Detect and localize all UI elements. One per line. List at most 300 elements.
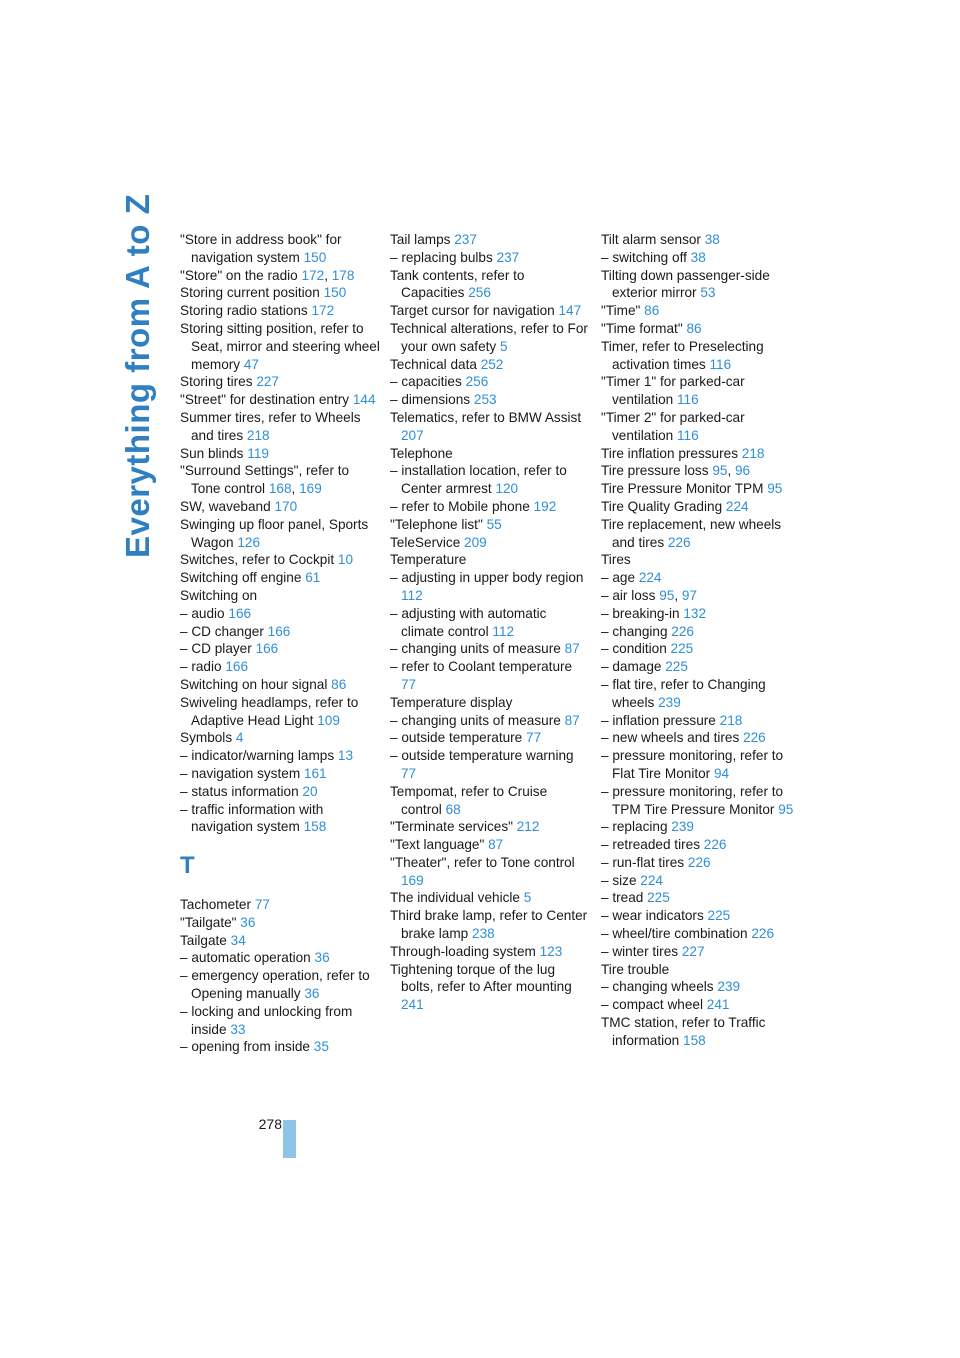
index-entry-text: – indicator/warning lamps — [180, 748, 335, 764]
index-entry-text: – breaking-in — [601, 605, 680, 621]
page-link[interactable]: 132 — [683, 605, 707, 621]
index-entry — [390, 551, 590, 569]
index-entry-text: Tilting down passenger-side exterior mirror — [601, 267, 770, 301]
page-link[interactable]: 237 — [454, 232, 477, 247]
page-link[interactable]: 241 — [401, 997, 424, 1013]
index-entry — [180, 569, 380, 587]
index-entry-text: "Telephone list" — [390, 516, 483, 532]
page-link[interactable]: 224 — [640, 872, 663, 888]
page-link[interactable]: 166 — [225, 659, 249, 675]
index-entry — [180, 896, 380, 914]
index-column-3 — [601, 231, 801, 1050]
page-link[interactable]: 225 — [707, 908, 731, 924]
page-link[interactable]: 5 — [499, 338, 508, 354]
index-entry — [180, 694, 380, 730]
page-link[interactable]: 116 — [677, 392, 699, 408]
index-entry — [601, 516, 801, 552]
page-link[interactable]: 241 — [706, 997, 730, 1013]
page-link[interactable]: 86 — [331, 676, 347, 692]
index-entry-text: Through-loading system — [390, 943, 536, 959]
index-entry — [180, 587, 380, 605]
page-link[interactable]: 68 — [445, 801, 461, 817]
section-title: Everything from A to Z — [119, 193, 156, 558]
page-link[interactable]: 77 — [401, 765, 417, 781]
page-link[interactable]: 38 — [690, 249, 706, 265]
index-entry — [601, 569, 801, 587]
index-entry — [601, 338, 801, 374]
index-entry — [390, 658, 590, 694]
index-entry — [390, 818, 590, 836]
index-entry — [601, 249, 801, 267]
index-entry — [601, 943, 801, 961]
index-entry-text: – pressure monitoring, refer to TPM Tire Pressure Monitor — [601, 783, 784, 817]
index-entry-text: – switching off — [601, 249, 687, 265]
index-entry — [390, 854, 590, 890]
index-entry — [180, 658, 380, 676]
page-link[interactable]: 10 — [337, 552, 354, 568]
index-entry — [601, 818, 801, 836]
index-entry — [390, 836, 590, 854]
page-link[interactable]: 168 — [268, 481, 292, 497]
index-entry-text: – tread — [601, 890, 644, 906]
index-entry — [601, 605, 801, 623]
index-entry — [390, 445, 590, 463]
page-link[interactable]: 169 — [299, 481, 322, 497]
index-entry-text: – navigation system — [180, 765, 301, 781]
index-entry-text: Storing tires — [180, 374, 253, 390]
index-entry — [180, 676, 380, 694]
index-entry-text: – automatic operation — [180, 950, 311, 966]
index-entry-text: – winter tires — [601, 943, 679, 959]
page-link[interactable]: 161 — [303, 765, 327, 781]
index-entry — [390, 712, 590, 730]
index-entry-text: Temperature — [390, 552, 467, 568]
page-link[interactable]: 158 — [683, 1032, 706, 1048]
index-entry-text: – changing wheels — [601, 979, 714, 995]
index-entry — [601, 978, 801, 996]
index-entry-text: "Time format" — [601, 320, 683, 336]
index-entry-text: Technical data — [390, 356, 477, 372]
index-entry-text: Switches, refer to Cockpit — [180, 552, 335, 568]
index-entry — [390, 783, 590, 819]
page-link[interactable]: 209 — [464, 534, 487, 550]
index-entry — [601, 658, 801, 676]
index-entry-text: "Surround Settings", refer to Tone control — [180, 463, 350, 497]
index-entry — [180, 302, 380, 320]
index-entry — [180, 320, 380, 373]
index-entry-text: – compact wheel — [601, 997, 704, 1013]
index-entry-text: Tire pressure loss — [601, 463, 709, 479]
page-link[interactable]: 147 — [558, 303, 582, 319]
page-link[interactable]: 253 — [473, 392, 497, 408]
index-entry — [601, 925, 801, 943]
index-entry-text: – opening from inside — [180, 1039, 310, 1055]
index-entry-text: – wear indicators — [601, 908, 704, 924]
index-entry-text: – replacing bulbs — [390, 249, 493, 265]
page-link[interactable]: 36 — [240, 914, 256, 930]
index-entry-text: Telematics, refer to BMW Assist — [390, 409, 582, 425]
index-entry-text: – refer to Coolant temperature — [390, 659, 573, 675]
index-entry — [180, 1038, 380, 1056]
page-link[interactable]: 225 — [670, 641, 694, 657]
page-link[interactable]: 238 — [472, 926, 495, 942]
index-entry — [390, 231, 590, 249]
page-link[interactable]: 212 — [516, 819, 540, 835]
index-entry-text: "Timer 1" for parked-car ventilation — [601, 374, 745, 408]
page-link[interactable]: 116 — [709, 356, 732, 372]
index-entry — [601, 729, 801, 747]
page-link[interactable]: 96 — [735, 463, 751, 479]
index-entry-text: – damage — [601, 659, 662, 675]
page-bar — [283, 1120, 296, 1158]
index-entry-text: Storing radio stations — [180, 303, 308, 319]
page-link[interactable]: 226 — [703, 837, 727, 853]
index-entry — [601, 373, 801, 409]
index-entry — [601, 712, 801, 730]
page-link[interactable]: 35 — [313, 1039, 329, 1055]
index-entry — [180, 967, 380, 1003]
index-entry-text: "Timer 2" for parked-car ventilation — [601, 409, 745, 443]
index-entry-text: Symbols — [180, 730, 233, 746]
index-entry — [180, 783, 380, 801]
index-entry-text: Switching on — [180, 587, 258, 603]
index-entry-text: "Text language" — [390, 837, 485, 853]
page-link[interactable]: 95 — [778, 801, 794, 817]
index-entry — [601, 480, 801, 498]
page-link[interactable]: 172 — [301, 267, 325, 283]
page-link[interactable]: 178 — [331, 267, 355, 283]
index-entry-text: – retreaded tires — [601, 837, 700, 853]
page-link[interactable]: 166 — [267, 623, 291, 639]
index-entry — [390, 320, 590, 356]
index-entry — [390, 961, 590, 1014]
index-entry — [180, 949, 380, 967]
index-column-1 — [180, 231, 380, 1056]
index-entry-text: – size — [601, 872, 637, 888]
page-link[interactable]: 226 — [671, 623, 694, 639]
index-entry-text: Tire replacement, new wheels and tires — [601, 516, 782, 550]
page-link[interactable]: 218 — [246, 427, 270, 443]
index-entry — [601, 676, 801, 712]
index-entry — [601, 623, 801, 641]
page-link[interactable]: 61 — [305, 570, 321, 586]
index-entry — [601, 783, 801, 819]
index-entry — [390, 409, 590, 445]
index-entry-text: – outside temperature — [390, 730, 523, 746]
index-entry — [601, 640, 801, 658]
page-link[interactable]: 172 — [311, 303, 335, 319]
page-link[interactable]: 109 — [317, 712, 340, 728]
index-entry-text: Target cursor for navigation — [390, 303, 555, 319]
index-entry-text: "Terminate services" — [390, 819, 513, 835]
page-link[interactable]: 95 — [712, 463, 728, 479]
index-entry-text: – changing units of measure — [390, 712, 561, 728]
index-entry-text: Tailgate — [180, 932, 227, 948]
index-entry-text: – new wheels and tires — [601, 730, 740, 746]
index-entry-text: "Theater", refer to Tone control — [390, 854, 575, 870]
index-entry — [180, 409, 380, 445]
page-link[interactable]: 87 — [488, 837, 504, 853]
index-entry-text: Third brake lamp, refer to Center brake lamp — [390, 908, 588, 942]
index-entry-text: "Tailgate" — [180, 914, 237, 930]
page-link[interactable]: 13 — [337, 748, 354, 764]
index-entry-text: Timer, refer to Preselecting activation times — [601, 338, 764, 372]
index-entry: Tire pressure loss 95, 96 — [601, 463, 751, 479]
index-entry — [601, 836, 801, 854]
index-entry-text: Tightening torque of the lug bolts, refer to After mounting — [390, 961, 572, 995]
index-entry — [601, 320, 801, 338]
page-link[interactable]: 237 — [496, 249, 520, 265]
index-entry — [390, 694, 590, 712]
index-entry-text: – age — [601, 570, 636, 586]
index-entry — [180, 914, 380, 932]
index-entry-text: – radio — [180, 659, 222, 675]
page-link[interactable]: 86 — [644, 303, 660, 319]
page-link[interactable]: 119 — [247, 445, 269, 461]
index-entry — [390, 907, 590, 943]
index-entry-text: – outside temperature warning — [390, 748, 574, 764]
page-link[interactable]: 53 — [700, 285, 716, 301]
index-entry — [180, 605, 380, 623]
page-link[interactable]: 95 — [767, 481, 783, 497]
index-entry — [390, 391, 590, 409]
page-link[interactable]: 218 — [741, 445, 765, 461]
index-entry-text: Tire Pressure Monitor TPM — [601, 481, 764, 497]
index-entry-text: – replacing — [601, 819, 668, 835]
page-link[interactable]: 227 — [256, 374, 279, 390]
index-entry-text: – locking and unlocking from inside — [180, 1003, 353, 1037]
page-link[interactable]: 239 — [671, 819, 694, 835]
index-entry-text: – run-flat tires — [601, 854, 685, 870]
index-entry-text: TMC station, refer to Traffic information — [601, 1015, 766, 1048]
index-entry-text: Tilt alarm sensor — [601, 232, 701, 247]
index-entry — [390, 249, 590, 267]
index-entry — [390, 605, 590, 641]
page-link[interactable]: 224 — [638, 570, 662, 586]
index-entry — [390, 534, 590, 552]
page-link[interactable]: 120 — [495, 481, 519, 497]
index-entry-text: Swinging up floor panel, Sports Wagon — [180, 516, 369, 550]
index-entry-text: "Store" on the radio — [180, 267, 298, 283]
page-link[interactable]: 227 — [681, 943, 705, 959]
index-entry — [180, 284, 380, 302]
page-link[interactable]: 47 — [243, 356, 259, 372]
page-link[interactable]: 150 — [303, 249, 327, 265]
page-link[interactable]: 87 — [564, 641, 580, 657]
index-entry-text: – wheel/tire combination — [601, 926, 748, 942]
index-entry — [180, 445, 380, 463]
index-entry-text: – status information — [180, 783, 299, 799]
index-entry-text: – emergency operation, refer to Opening manually — [180, 968, 370, 1002]
index-entry-text: – changing units of measure — [390, 641, 561, 657]
page-link[interactable]: 126 — [237, 534, 261, 550]
page-link[interactable]: 252 — [480, 356, 504, 372]
index-entry — [601, 1014, 801, 1050]
index-entry — [180, 551, 380, 569]
index-entry-text: – CD changer — [180, 623, 264, 639]
index-entry-text: Switching off engine — [180, 570, 302, 586]
index-entry — [180, 801, 380, 837]
page-link[interactable]: 112 — [492, 623, 515, 639]
index-entry — [390, 498, 590, 516]
page-link[interactable]: 150 — [323, 285, 347, 301]
page-link[interactable]: 77 — [254, 897, 270, 913]
index-entry — [601, 889, 801, 907]
index-entry-text: – CD player — [180, 641, 252, 657]
index-entry — [601, 872, 801, 890]
index-entry-text: – air loss — [601, 587, 656, 603]
index-entry-text: – installation location, refer to Center armrest — [390, 463, 567, 497]
index-entry — [390, 889, 590, 907]
index-entry-text: – capacities — [390, 374, 462, 390]
page-link[interactable]: 77 — [401, 676, 417, 692]
index-entry — [180, 373, 380, 391]
index-entry-text: Tire trouble — [601, 961, 670, 977]
index-entry-text: Switching on hour signal — [180, 676, 328, 692]
index-entry-text: – traffic information with navigation system — [180, 801, 324, 835]
index-entry — [180, 391, 380, 409]
index-entry — [180, 765, 380, 783]
page-link[interactable]: 166 — [255, 641, 279, 657]
index-entry-text: – inflation pressure — [601, 712, 716, 728]
page-link[interactable]: 20 — [302, 783, 318, 799]
index-entry-text: Tail lamps — [390, 232, 451, 247]
index-entry — [390, 943, 590, 961]
page-link[interactable]: 5 — [523, 890, 532, 906]
index-entry: – air loss 95, 97 — [601, 587, 697, 603]
page-link[interactable]: 55 — [486, 516, 502, 532]
page-link[interactable]: 224 — [725, 498, 749, 514]
index-entry — [390, 640, 590, 658]
page-link[interactable]: 4 — [235, 730, 244, 746]
index-entry-text: – flat tire, refer to Changing wheels — [601, 676, 766, 710]
page-link[interactable]: 97 — [681, 587, 697, 603]
index-entry — [390, 516, 590, 534]
index-entry-text: Storing current position — [180, 285, 320, 301]
page-link[interactable]: 166 — [228, 605, 252, 621]
page-link[interactable]: 226 — [687, 854, 711, 870]
page-link[interactable]: 207 — [401, 427, 424, 443]
index-entry-text: "Store in address book" for navigation system — [180, 232, 342, 265]
index-entry-text: Tires — [601, 552, 631, 568]
page-link[interactable]: 112 — [401, 587, 423, 603]
index-entry-text: Tachometer — [180, 897, 252, 913]
index-entry-text: Temperature display — [390, 694, 513, 710]
index-entry — [180, 516, 380, 552]
index-entry — [390, 267, 590, 303]
page-link[interactable]: 36 — [304, 986, 320, 1002]
index-entry — [601, 907, 801, 925]
index-entry-text: Telephone — [390, 445, 453, 461]
page-link[interactable]: 38 — [704, 232, 720, 247]
index-entry — [601, 498, 801, 516]
index-entry-text: Storing sitting position, refer to Seat, mirror and steering wheel memory — [180, 320, 380, 372]
page-link[interactable]: 239 — [717, 979, 741, 995]
index-entry — [180, 747, 380, 765]
page-link[interactable]: 95 — [659, 587, 675, 603]
index-entry-text: – adjusting in upper body region — [390, 570, 584, 586]
page-link[interactable]: 192 — [533, 498, 557, 514]
index-entry — [601, 747, 801, 783]
index-entry-text: Tire Quality Grading — [601, 498, 723, 514]
index-entry — [390, 462, 590, 498]
index-entry — [601, 551, 801, 569]
index-entry-text: TeleService — [390, 534, 461, 550]
page-link[interactable]: 158 — [303, 819, 327, 835]
page-link[interactable]: 169 — [401, 872, 424, 888]
index-entry-text: Tempomat, refer to Cruise control — [390, 783, 548, 817]
index-entry-text: – condition — [601, 641, 667, 657]
index-entry — [180, 1003, 380, 1039]
page-link[interactable]: 123 — [539, 943, 563, 959]
page-link[interactable]: 256 — [468, 285, 491, 301]
page-link[interactable]: 94 — [713, 765, 730, 781]
index-entry-text: SW, waveband — [180, 498, 271, 514]
index-entry-text: – pressure monitoring, refer to Flat Tire Monitor — [601, 748, 784, 781]
index-entry-text: – changing — [601, 623, 668, 639]
index-entry — [601, 409, 801, 445]
page-link[interactable]: 170 — [274, 498, 298, 514]
index-entry — [390, 302, 590, 320]
index-entry: "Surround Settings", refer to Tone control 168, 169 — [180, 463, 350, 497]
index-entry — [390, 747, 590, 783]
page-link[interactable]: 256 — [465, 374, 489, 390]
index-entry-text: Sun blinds — [180, 445, 244, 461]
page-link[interactable]: 225 — [665, 659, 688, 675]
index-entry — [601, 961, 801, 979]
index-entry — [180, 640, 380, 658]
index-entry — [601, 996, 801, 1014]
index-entry — [601, 854, 801, 872]
index-entry-text: – audio — [180, 605, 225, 621]
index-entry — [180, 932, 380, 950]
page-link[interactable]: 239 — [658, 694, 681, 710]
index-entry-text: – dimensions — [390, 392, 471, 408]
index-entry — [390, 729, 590, 747]
index-entry-text: Technical alterations, refer to For your own safety — [390, 320, 588, 354]
index-entry-text: Swiveling headlamps, refer to Adaptive Head Light — [180, 694, 359, 728]
index-entry-text: Tank contents, refer to Capacities — [390, 267, 525, 301]
index-entry — [390, 356, 590, 374]
index-entry — [601, 302, 801, 320]
page-link[interactable]: 87 — [564, 712, 580, 728]
page-link[interactable]: 86 — [686, 320, 702, 336]
index-entry — [180, 231, 380, 267]
index-entry-text: Summer tires, refer to Wheels and tires — [180, 409, 361, 443]
page-link[interactable]: 36 — [314, 950, 330, 966]
page-link[interactable]: 226 — [743, 730, 766, 746]
page-link[interactable]: 225 — [647, 890, 670, 906]
page-link[interactable]: 116 — [677, 427, 699, 443]
index-entry: "Store" on the radio 172, 178 — [180, 267, 355, 283]
page-link[interactable]: 218 — [719, 712, 743, 728]
page-link[interactable]: 226 — [751, 926, 775, 942]
page-link[interactable]: 34 — [230, 932, 246, 948]
page-link[interactable]: 226 — [667, 534, 691, 550]
index-letter-heading: T — [180, 852, 195, 880]
index-entry — [601, 445, 801, 463]
index-entry-text: The individual vehicle — [390, 890, 520, 906]
page-link[interactable]: 33 — [230, 1021, 246, 1037]
index-entry — [601, 231, 801, 249]
index-entry-text: – adjusting with automatic climate control — [390, 605, 547, 639]
index-entry — [601, 267, 801, 303]
page-link[interactable]: 144 — [352, 392, 376, 408]
index-entry — [180, 498, 380, 516]
page-link[interactable]: 77 — [526, 730, 542, 746]
index-entry — [180, 729, 380, 747]
index-entry — [390, 373, 590, 391]
